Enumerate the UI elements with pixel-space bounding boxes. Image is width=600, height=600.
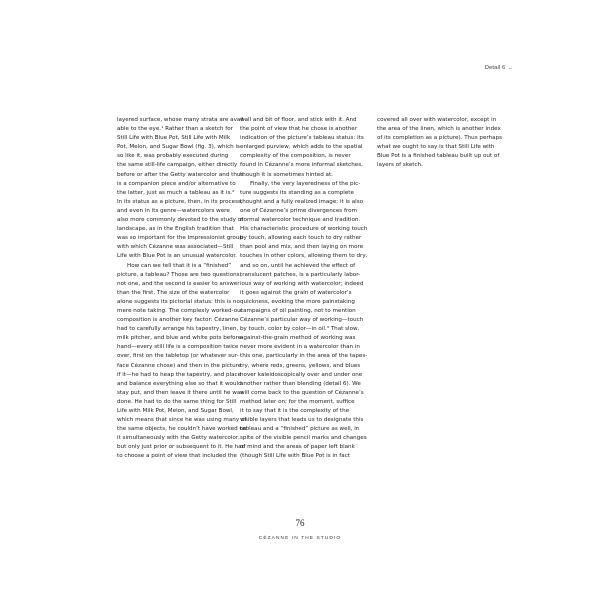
text-column-3: [377, 116, 503, 171]
text-line: it simultaneously with the Getty watercolor,: [117, 435, 240, 442]
text-line: Pot, Melon, and Sugar Bowl (fig. 3), which is: [117, 144, 240, 151]
text-line: tableau and a “finished” picture as well, in: [240, 426, 360, 433]
book-title-footer: CÉZANNE IN THE STUDIO: [258, 536, 342, 541]
text-line: Life with Blue Pot is an unusual watercolor.: [117, 253, 237, 260]
text-line: though it is sometimes hinted at.: [240, 171, 333, 178]
text-line: alone suggests its pictorial status: this is no: [117, 298, 240, 305]
text-column-1: [117, 116, 247, 462]
text-line: face Cézanne chose) and then in the picture: [117, 362, 242, 369]
text-line: campaigns of oil painting, not to mention: [240, 307, 356, 314]
text-line: composition is another key factor: Cézanne: [117, 317, 239, 324]
text-line: and balance everything else so that it would: [117, 380, 242, 387]
text-line: layered surface, whose many strata are avail-: [117, 117, 246, 123]
text-line: another rather than blending (detail 6). We: [240, 380, 361, 387]
text-line: to choose a point of view that included the: [117, 453, 237, 460]
text-line: the same still-life campaign, either directly: [117, 162, 238, 169]
text-line: never more evident in a watercolor than in: [240, 344, 360, 351]
text-line: and so on, until he achieved the effect of: [240, 262, 356, 269]
text-line: normal watercolor technique and tradition.: [240, 217, 361, 224]
text-line: hand—every still life is a composition twice: [117, 344, 239, 351]
running-head: Detail 6 →: [484, 65, 513, 71]
text-line: (though Still Life with Blue Pot is in fact: [240, 453, 350, 460]
text-line: was so important for the Impressionist group: [117, 235, 243, 242]
text-line: ture suggests its standing as a complete: [240, 189, 354, 196]
text-line: not one, and the second is easier to answer: [117, 280, 240, 287]
text-line: translucent patches, is a particularly labor-: [240, 271, 361, 278]
text-line: quickness, evoking the more painstaking: [240, 298, 355, 305]
text-line: is a companion piece and/or alternative to: [117, 180, 236, 187]
text-line: able to the eye.¹ Rather than a sketch for: [117, 126, 233, 133]
text-line: of mind and the areas of paper left blank: [240, 444, 355, 451]
text-line: His characteristic procedure of working touch: [240, 226, 368, 233]
text-line: but only just prior or subsequent to it. He had: [117, 444, 246, 451]
text-line: will come back to the question of Cézanne’s: [240, 389, 364, 396]
text-line: ious way of working with watercolor; indeed: [240, 280, 364, 287]
text-line: layers of sketch.: [377, 162, 423, 169]
text-line: done. He had to do the same thing for Still: [117, 398, 237, 405]
text-line: In its status as a picture, then, in its process,: [117, 198, 243, 205]
text-line: covered all over with watercolor, except in: [377, 117, 497, 123]
text-line: the latter, just as much a tableau as it is.²: [117, 189, 235, 196]
text-line: over, first on the tabletop (or whatever sur-: [117, 353, 239, 360]
text-line: against-the-grain method of working was: [240, 335, 356, 342]
text-column-2: [240, 116, 372, 462]
text-line: touches in other colors, allowing them to dry,: [240, 253, 368, 260]
text-line: also more commonly devoted to the study of: [117, 217, 244, 224]
text-line: thought and a fully realized image; it is also: [240, 198, 364, 205]
text-line: Blue Pot is a finished tableau built up out of: [377, 153, 500, 160]
text-line: mere note taking. The complexly worked-out: [117, 307, 243, 314]
text-line: landscape, as in the English tradition that: [117, 226, 234, 233]
text-line: of its completion as a picture). Thus perhaps: [377, 135, 503, 142]
text-line: spite of the visible pencil marks and changes: [240, 435, 367, 442]
text-line: wall and bit of floor, and stick with it. And: [240, 117, 357, 123]
text-line: by touch, color by color—in oil.³ That slow,: [240, 326, 360, 333]
text-line: if it—he had to heap the tapestry, and place: [117, 371, 242, 378]
text-line: Cézanne’s particular way of working—touch: [240, 317, 364, 324]
text-line: milk pitcher, and blue and white pots before-: [117, 335, 244, 342]
text-line: picture, a tableau? Those are two questions,: [117, 271, 242, 278]
text-line: by touch, allowing each touch to dry rather: [240, 235, 362, 242]
text-line: than pool and mix, and then laying on more: [240, 244, 364, 251]
text-line: How can we tell that it is a “finished”: [127, 262, 232, 269]
text-line: than the first. The size of the watercolor: [117, 289, 230, 296]
text-line: method later on; for the moment, suffice: [240, 398, 355, 405]
text-line: the area of the linen, which is another index: [377, 126, 501, 133]
text-line: visible layers that leads us to designate this: [240, 417, 364, 424]
text-line: indication of the picture’s tableau status: its: [240, 135, 364, 142]
text-line: with which Cézanne was associated—Still: [117, 244, 234, 251]
page-number: 76: [295, 518, 305, 528]
text-line: Life with Milk Pot, Melon, and Sugar Bowl,: [117, 408, 234, 414]
text-line: so like it, was probably executed during: [117, 153, 229, 160]
text-line: Still Life with Blue Pot, Still Life with Milk: [117, 135, 231, 142]
text-line: the point of view that he chose is another: [240, 126, 358, 133]
text-line: it to say that it is the complexity of the: [240, 408, 350, 414]
text-line: try, where reds, greens, yellows, and blues: [240, 362, 361, 369]
text-line: before or after the Getty watercolor and thus: [117, 171, 244, 178]
text-line: what we ought to say is that Still Life with: [377, 144, 495, 151]
text-line: the same objects, he couldn’t have worked on: [117, 426, 247, 433]
text-line: which means that since he was using many of: [117, 417, 247, 424]
text-line: Finally, the very layeredness of the pic-: [250, 180, 361, 187]
text-line: this one, particularly in the area of the tapes-: [240, 353, 368, 360]
text-line: enlarged purview, which adds to the spatial: [240, 144, 363, 151]
text-line: found in Cézanne’s more informal sketches,: [240, 162, 363, 169]
text-line: complexity of the composition, is never: [240, 153, 351, 160]
text-line: it goes against the grain of watercolor’s: [240, 289, 352, 296]
text-line: hover kaleidoscopically over and under one: [240, 371, 363, 378]
text-line: had to carefully arrange his tapestry, linen,: [117, 326, 239, 333]
text-line: stay put, and then leave it there until he was: [117, 389, 244, 396]
text-line: one of Cézanne’s prime divergences from: [240, 207, 357, 214]
text-line: and even in its genre—watercolors were: [117, 207, 230, 214]
